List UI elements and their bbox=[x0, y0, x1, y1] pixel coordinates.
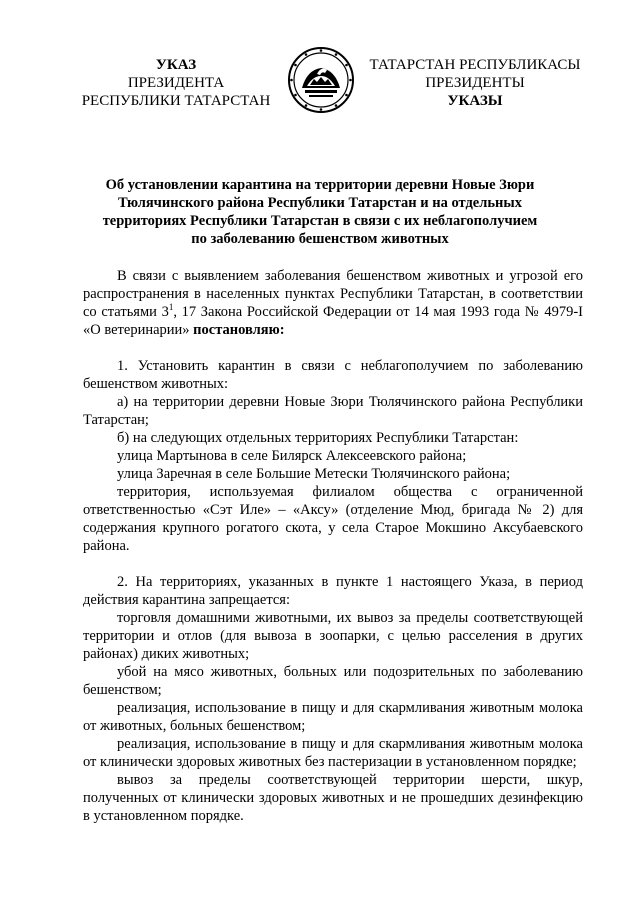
item-paragraph: реализация, использование в пищу и для скармливания животным молока от животных, больных бешенством; bbox=[83, 700, 583, 734]
header-right-line-2: ПРЕЗИДЕНТЫ bbox=[425, 75, 525, 91]
item-paragraph: территория, используемая филиалом общества с ограниченной ответственностью «Сэт Иле» – «Аксу» (отделение Мюд, бригада № 2) для содержания крупного рогатого скота, у села Старое Мокшино Аксубаевского района. bbox=[83, 484, 583, 554]
header-left-line-1: УКАЗ bbox=[155, 57, 197, 73]
header-left-block bbox=[66, 56, 286, 110]
header-right-line-1: ТАТАРСТАН РЕСПУБЛИКАСЫ bbox=[369, 57, 581, 73]
item-paragraph: улица Заречная в селе Большие Метески Тюлячинского района; bbox=[117, 466, 511, 482]
item-paragraph: торговля домашними животными, их вывоз за пределы соответствующей территории и отлов (для вывоза в зоопарки, с целью расселения в других районах) диких животных; bbox=[83, 610, 583, 662]
header-left-line-2: ПРЕЗИДЕНТА bbox=[127, 75, 225, 91]
spacer bbox=[83, 339, 583, 357]
document-title bbox=[70, 176, 570, 248]
title-line-4: по заболеванию бешенством животных bbox=[191, 231, 449, 247]
intro-superscript: 1 bbox=[168, 302, 174, 313]
spacer bbox=[83, 555, 583, 573]
item-paragraph: а) на территории деревни Новые Зюри Тюлячинского района Республики Татарстан; bbox=[83, 394, 583, 428]
document-body bbox=[83, 267, 583, 825]
title-line-2: Тюлячинского района Республики Татарстан и на отдельных bbox=[118, 195, 522, 211]
title-line-1: Об установлении карантина на территории деревни Новые Зюри bbox=[105, 177, 535, 193]
item-paragraph: реализация, использование в пищу и для скармливания животным молока от клинически здоровых животных без пастеризации в установленном порядке; bbox=[83, 736, 583, 770]
intro-resolution: постановляю: bbox=[193, 322, 285, 338]
item-paragraph: 2. На территориях, указанных в пункте 1 настоящего Указа, в период действия карантина запрещается: bbox=[83, 574, 583, 608]
item-paragraph: б) на следующих отдельных территориях Республики Татарстан: bbox=[117, 430, 519, 446]
tatarstan-coat-of-arms-icon bbox=[287, 46, 355, 114]
item-paragraph: 1. Установить карантин в связи с неблагополучием по заболеванию бешенством животных: bbox=[83, 358, 583, 392]
intro-text-cont: , 17 Закона Российской Федерации от 14 мая 1993 года № 4979-I «О ветеринарии» bbox=[83, 304, 583, 338]
intro-text: В связи с выявлением заболевания бешенством животных и угрозой его распространения в населенных пунктах Республики Татарстан, в соответствии со статьями 3 bbox=[83, 268, 583, 320]
item-paragraph: улица Мартынова в селе Билярск Алексеевского района; bbox=[117, 448, 467, 464]
header-left-line-3: РЕСПУБЛИКИ ТАТАРСТАН bbox=[81, 93, 271, 109]
item-paragraph: убой на мясо животных, больных или подозрительных по заболеванию бешенством; bbox=[83, 664, 583, 698]
title-line-3: территориях Республики Татарстан в связи с их неблагополучием bbox=[102, 213, 538, 229]
header-right-block bbox=[355, 56, 595, 110]
item-paragraph: вывоз за пределы соответствующей территории шерсти, шкур, полученных от клинически здоровых животных и не прошедших дезинфекцию в установленном порядке. bbox=[83, 772, 583, 824]
intro-paragraph bbox=[83, 267, 583, 339]
header-right-line-3: УКАЗЫ bbox=[447, 93, 503, 109]
